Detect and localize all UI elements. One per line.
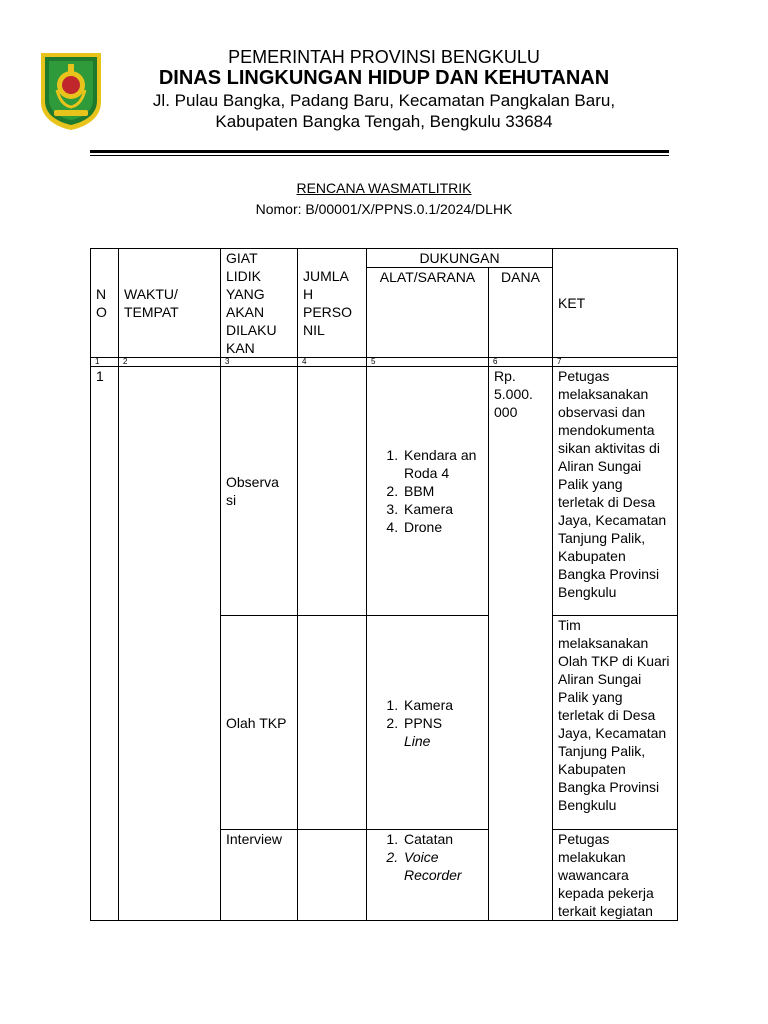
header-row <box>91 249 678 268</box>
alat-item <box>402 714 483 750</box>
header-address-line2: Kabupaten Bangka Tengah, Bengkulu 33684 <box>215 112 553 131</box>
column-number: 6 <box>489 358 553 367</box>
row-giat: Olah TKP <box>221 616 298 830</box>
alat-item: 2. BBM <box>402 482 483 500</box>
alat-item: 2. Voice Recorder <box>402 848 483 884</box>
alat-list <box>372 696 483 750</box>
header-government: PEMERINTAH PROVINSI BENGKULU <box>228 47 540 67</box>
alat-list <box>372 446 483 536</box>
header-divider-thick <box>90 150 669 153</box>
column-number: 4 <box>298 358 367 367</box>
header-no: N O <box>91 249 119 358</box>
header-giat: GIAT LIDIK YANG AKAN DILAKU KAN <box>221 249 298 358</box>
column-number: 5 <box>367 358 489 367</box>
column-number-row <box>91 358 678 367</box>
table-row <box>91 367 678 616</box>
header-dana: DANA <box>489 268 553 358</box>
row-jumlah <box>298 830 367 921</box>
alat-item: 1. Kendara an Roda 4 <box>402 446 483 482</box>
column-number: 7 <box>553 358 678 367</box>
row-giat: Observa si <box>221 367 298 616</box>
provincial-crest-icon <box>38 50 104 132</box>
column-number: 3 <box>221 358 298 367</box>
header-divider-thin <box>90 155 669 156</box>
row-giat: Interview <box>221 830 298 921</box>
alat-item: 1. Kamera <box>402 696 483 714</box>
header-address-line1: Jl. Pulau Bangka, Padang Baru, Kecamatan Pangkalan Baru, <box>152 91 616 110</box>
plan-table <box>90 248 678 921</box>
row-jumlah <box>298 616 367 830</box>
document-title: RENCANA WASMATLITRIK <box>296 180 472 196</box>
header-agency: DINAS LINGKUNGAN HIDUP DAN KEHUTANAN <box>158 67 610 89</box>
row-number: 1 <box>91 367 119 921</box>
alat-item-text: PPNS <box>404 714 443 731</box>
alat-item: 3. Kamera <box>402 500 483 518</box>
row-waktu-tempat <box>119 367 221 921</box>
row-dana: Rp. 5.000. 000 <box>489 367 553 921</box>
header-waktu-tempat: WAKTU/ TEMPAT <box>119 249 221 358</box>
header-jumlah-personil: JUMLA H PERSO NIL <box>298 249 367 358</box>
header-alat-sarana: ALAT/SARANA <box>367 268 489 358</box>
row-ket: Petugas melakukan wawancara kepada pekerja terkait kegiatan <box>553 830 678 921</box>
document-number: Nomor: B/00001/X/PPNS.0.1/2024/DLHK <box>255 201 513 217</box>
header-ket: KET <box>553 249 678 358</box>
alat-item-text-italic: Line <box>404 732 431 749</box>
alat-item: 4. Drone <box>402 518 483 536</box>
column-number: 1 <box>91 358 119 367</box>
row-ket: Tim melaksanakan Olah TKP di Kuari Aliran Sungai Palik yang terletak di Desa Jaya, Kecamatan Tanjung Palik, Kabupaten Bangka Provinsi Bengkulu <box>553 616 678 830</box>
column-number: 2 <box>119 358 221 367</box>
row-alat <box>367 367 489 616</box>
alat-item: 1. Catatan <box>402 830 483 848</box>
provincial-crest-logo <box>38 50 104 132</box>
row-jumlah <box>298 367 367 616</box>
row-alat <box>367 616 489 830</box>
alat-list <box>372 830 483 884</box>
row-alat <box>367 830 489 921</box>
header-dukungan: DUKUNGAN <box>367 249 553 268</box>
row-ket: Petugas melaksanakan observasi dan mendokumenta sikan aktivitas di Aliran Sungai Palik yang terletak di Desa Jaya, Kecamatan Tanjung Palik, Kabupaten Bangka Provinsi Bengkulu <box>553 367 678 616</box>
